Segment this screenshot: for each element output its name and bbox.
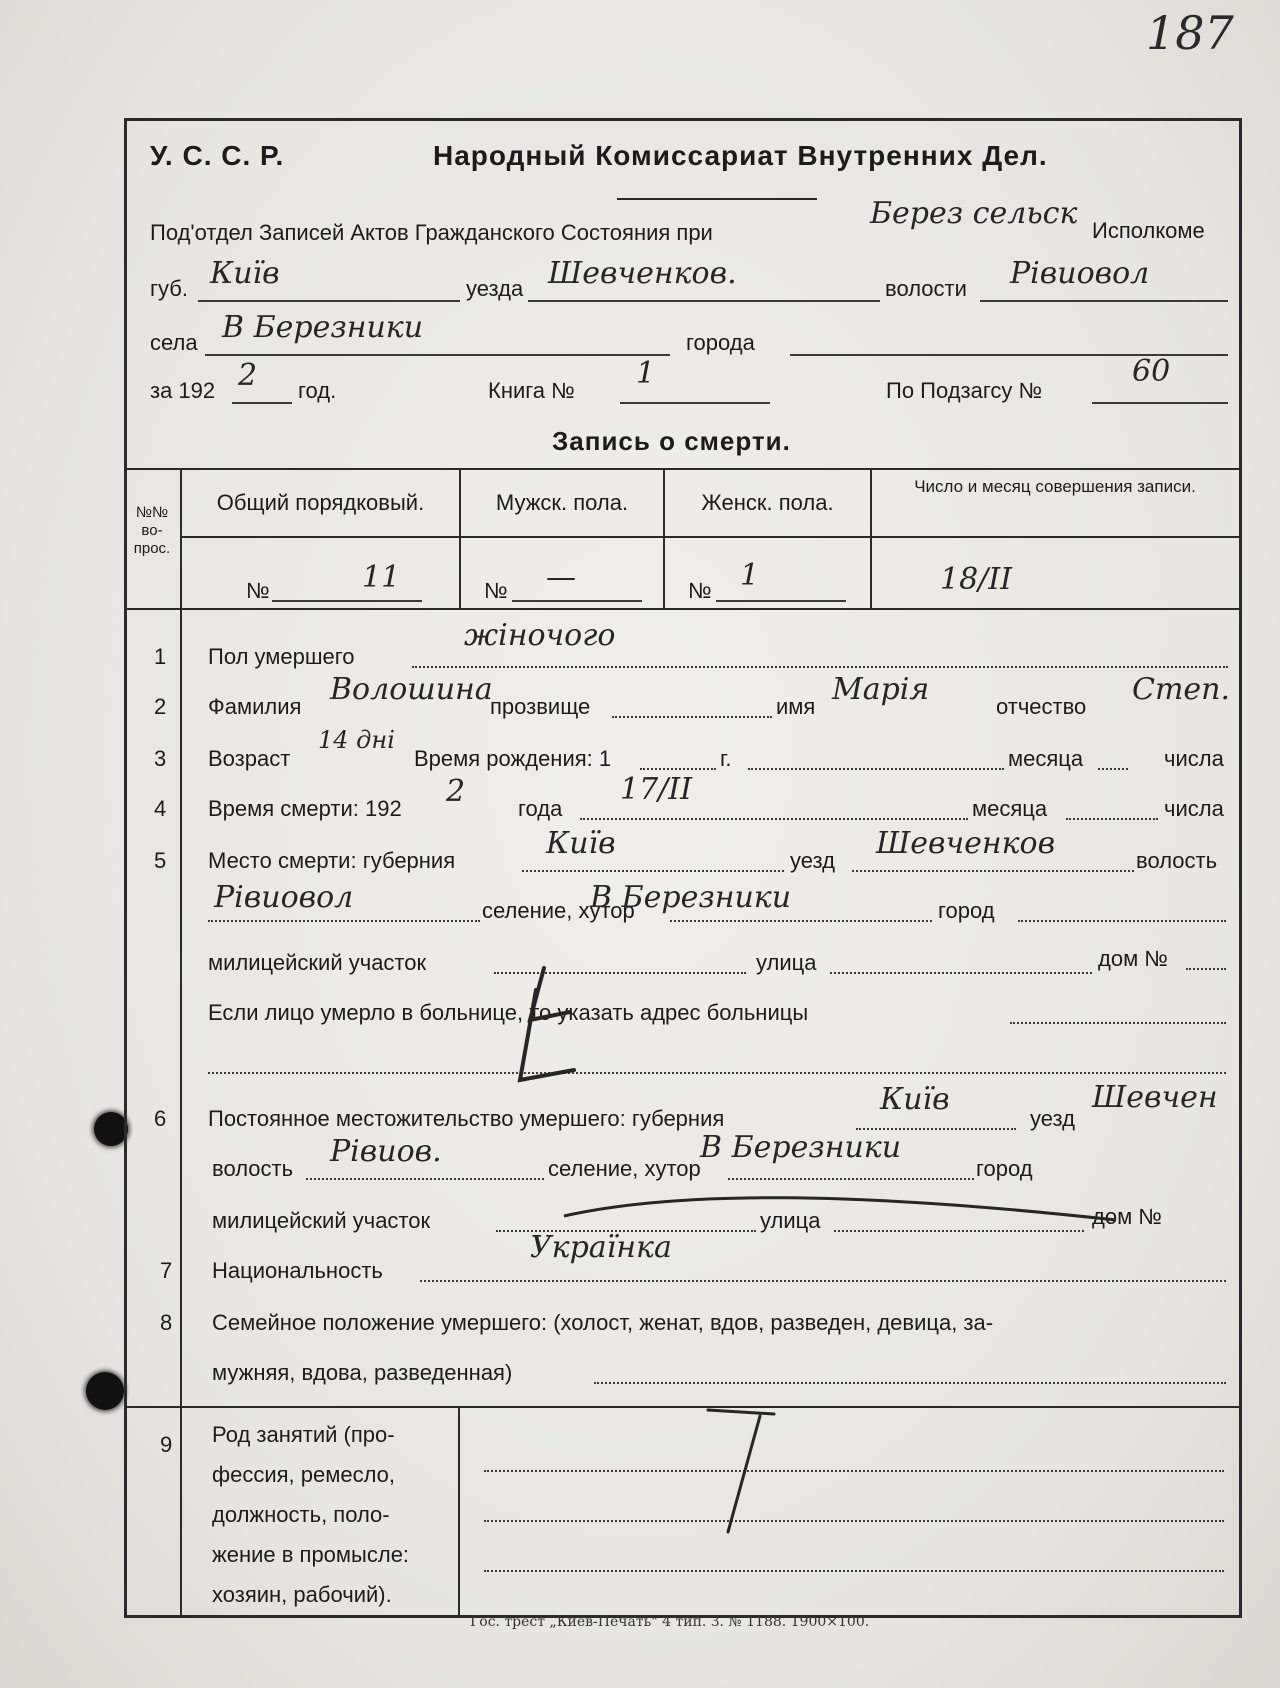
col3-line — [716, 600, 846, 602]
rod-label-5: хозяин, рабочий). — [212, 1582, 392, 1607]
god-label: год. — [298, 378, 337, 403]
cross-out-mark-1 — [500, 960, 580, 1090]
rod-label-4: жение в промысле: — [212, 1542, 410, 1567]
col4-header: Число и месяц совершения записи. — [914, 477, 1196, 496]
hw-col2: — — [546, 560, 576, 595]
hw-uezd: Шевченков. — [548, 256, 737, 291]
gub-label: губ. — [150, 276, 188, 301]
num-column-rule — [180, 608, 182, 1618]
hw-vs-year: 2 — [446, 774, 466, 809]
podzags-label: По Подзагсу № — [886, 378, 1043, 403]
printer-footer: Гос. трест „Киев-Печать" 4 тип. З. № 1188. 1900×100. — [470, 1614, 870, 1630]
commissariat-title: Народный Комиссариат Внутренних Дел. — [433, 140, 1048, 171]
ms-uezd-line — [852, 870, 1134, 872]
gorod5-label: город — [938, 898, 995, 923]
g-label: г. — [720, 746, 732, 771]
col1-line — [272, 600, 422, 602]
hw-ispolkom: Берез сельск — [870, 196, 1078, 231]
vremya-rozhd-label: Время рождения: 1 — [414, 746, 612, 771]
ms-dom-line — [1186, 968, 1226, 970]
death-month-line — [580, 818, 968, 820]
volost5-label: волость — [1136, 848, 1218, 873]
mesto-smerti-label: Место смерти: губерния — [208, 848, 456, 873]
ms-selo-line — [670, 920, 932, 922]
col1-no: № — [246, 578, 270, 603]
cross-out-mark-2 — [700, 1400, 780, 1540]
postoyannoe-label: Постоянное местожительство умершего: губерния — [208, 1106, 725, 1131]
hw-volost: Рівиовол — [1010, 256, 1150, 291]
uezd-label: уезда — [466, 276, 524, 301]
hw-col3: 1 — [740, 558, 760, 593]
col3-header: Женск. пола. — [701, 490, 834, 515]
selo-line — [205, 354, 670, 356]
col2-header: Мужск. пола. — [495, 490, 629, 515]
col-sep-1 — [459, 468, 461, 608]
semeinoe-label-1: Семейное положение умершего: (холост, женат, вдов, разведен, девица, за- — [212, 1310, 994, 1335]
hw-p-gub: Київ — [880, 1082, 950, 1117]
selenie6-label: селение, хутор — [548, 1156, 701, 1181]
volost6-label: волость — [212, 1156, 294, 1181]
bolnica-label: Если лицо умерло в больнице, то указать адрес больницы — [208, 1000, 809, 1025]
hw-selo: В Березники — [222, 310, 424, 345]
row-num-8: 8 — [160, 1310, 173, 1335]
hw-p-volost: Рівиов. — [330, 1134, 442, 1169]
col-sep-2 — [663, 468, 665, 608]
ispolkome-label: Исполкоме — [1092, 218, 1205, 243]
semeinoe-label-2: мужняя, вдова, разведенная) — [212, 1360, 513, 1385]
hw-ms-selo: В Березники — [590, 880, 792, 915]
hw-kniga: 1 — [636, 356, 656, 391]
rozhd-day-line — [1098, 768, 1128, 770]
dom6-label: дом № — [1092, 1204, 1162, 1229]
punch-hole-top — [94, 1112, 128, 1146]
ulica6-label: улица — [760, 1208, 821, 1233]
gorod6-label: город — [976, 1156, 1033, 1181]
pol-line — [412, 666, 1228, 668]
uezd-line — [528, 300, 880, 302]
vozrast-label: Возраст — [208, 746, 291, 771]
uezd5-label: уезд — [790, 848, 835, 873]
nn-label: №№ во-прос. — [133, 504, 171, 557]
hw-col4: 18/ІІ — [940, 562, 1012, 597]
table-bottom-rule — [124, 608, 1242, 610]
row-num-6: 6 — [154, 1106, 167, 1131]
rod-line-2 — [484, 1520, 1224, 1522]
nacionalnost-label: Национальность — [212, 1258, 383, 1283]
bolnica-line-2 — [208, 1072, 1226, 1074]
goda-label: года — [518, 796, 563, 821]
milic5-label: милицейский участок — [208, 950, 427, 975]
bolnica-line — [1010, 1022, 1226, 1024]
record-title: Запись о смерти. — [552, 426, 791, 456]
hw-col1: 11 — [362, 560, 401, 595]
rod-label-1: Род занятий (про- — [212, 1422, 395, 1447]
ms-gorod-line — [1018, 920, 1226, 922]
col2-no: № — [484, 578, 508, 603]
rozhd-year-line — [640, 768, 716, 770]
row-num-3: 3 — [154, 746, 167, 771]
ulica5-label: улица — [756, 950, 817, 975]
hw-podzags: 60 — [1132, 354, 1171, 389]
semeinoe-line — [594, 1382, 1226, 1384]
pol-label: Пол умершего — [208, 644, 355, 669]
ms-ulica-line — [830, 972, 1092, 974]
hw-nac: Українка — [530, 1230, 672, 1265]
strike-line-row6 — [560, 1186, 1120, 1226]
rod-label-3: должность, поло- — [212, 1502, 390, 1527]
volost-label: волости — [885, 276, 967, 301]
selenie5-label: селение, хутор — [482, 898, 635, 923]
ms-gub-line — [522, 870, 784, 872]
goroda-label: города — [686, 330, 755, 355]
year-line — [232, 402, 292, 404]
p-volost-line — [306, 1178, 544, 1180]
hw-ms-volost: Рівиовол — [214, 880, 354, 915]
hw-p-uezd: Шевчен — [1092, 1080, 1218, 1115]
republic-label: У. С. С. Р. — [150, 140, 285, 171]
familia-label: Фамилия — [208, 694, 302, 719]
col-header-rule — [180, 536, 1242, 538]
page-number: 187 — [1146, 6, 1234, 60]
hw-ms-uezd: Шевченков — [876, 826, 1056, 861]
col1-header: Общий порядковый. — [216, 490, 425, 515]
row-num-9: 9 — [160, 1432, 173, 1457]
hw-ms-gub: Київ — [546, 826, 616, 861]
volost-line — [980, 300, 1228, 302]
dom5-label: дом № — [1098, 946, 1168, 971]
nac-line — [420, 1280, 1226, 1282]
za-label: за 192 — [150, 378, 216, 403]
mesyaca1-label: месяца — [1008, 746, 1084, 771]
row-num-4: 4 — [154, 796, 167, 821]
p-ulica-line — [834, 1230, 1084, 1232]
gub-line — [198, 300, 460, 302]
hw-familia: Волошина — [330, 672, 493, 707]
chisla1-label: числа — [1164, 746, 1224, 771]
selo-label: села — [150, 330, 198, 355]
row-num-5: 5 — [154, 848, 167, 873]
punch-hole-bottom — [86, 1372, 124, 1410]
rod-line-3 — [484, 1570, 1224, 1572]
ms-volost-line — [208, 920, 480, 922]
vremya-smerti-label: Время смерти: 192 — [208, 796, 402, 821]
hw-year: 2 — [238, 358, 258, 393]
hw-otchestvo: Степ. — [1132, 672, 1231, 707]
hw-vs-date: 17/ІІ — [620, 772, 692, 807]
hw-pol: жіночого — [464, 618, 616, 653]
hw-p-selo: В Березники — [700, 1130, 902, 1165]
prozvische-line — [612, 716, 772, 718]
hw-gub: Київ — [210, 256, 280, 291]
col3-no: № — [688, 578, 712, 603]
col2-line — [512, 600, 642, 602]
table-top-rule — [124, 468, 1242, 470]
death-day-line — [1066, 818, 1158, 820]
rod-line-1 — [484, 1470, 1224, 1472]
col-sep-3 — [870, 468, 872, 608]
row-num-1: 1 — [154, 644, 167, 669]
imya-label: имя — [776, 694, 816, 719]
row-num-7: 7 — [160, 1258, 173, 1283]
podzags-line — [1092, 402, 1228, 404]
rod-label-2: фессия, ремесло, — [212, 1462, 396, 1487]
header-divider — [617, 198, 817, 200]
mesyaca2-label: месяца — [972, 796, 1048, 821]
milic6-label: милицейский участок — [212, 1208, 431, 1233]
kniga-label: Книга № — [488, 378, 575, 403]
hw-imya: Марія — [832, 672, 930, 707]
uezd6-label: уезд — [1030, 1106, 1075, 1131]
otchestvo-label: отчество — [996, 694, 1087, 719]
rozhd-month-line — [748, 768, 1004, 770]
row9-col-rule — [458, 1406, 460, 1618]
col-sep-0 — [180, 468, 182, 608]
row-num-2: 2 — [154, 694, 167, 719]
prozvische-label: прозвище — [490, 694, 591, 719]
subdept-label: Под'отдел Записей Актов Гражданского Состояния при — [150, 220, 713, 245]
kniga-line — [620, 402, 770, 404]
chisla2-label: числа — [1164, 796, 1224, 821]
row9-top-rule — [124, 1406, 1242, 1408]
p-selo-line — [728, 1178, 974, 1180]
hw-vozrast: 14 дні — [318, 726, 395, 754]
